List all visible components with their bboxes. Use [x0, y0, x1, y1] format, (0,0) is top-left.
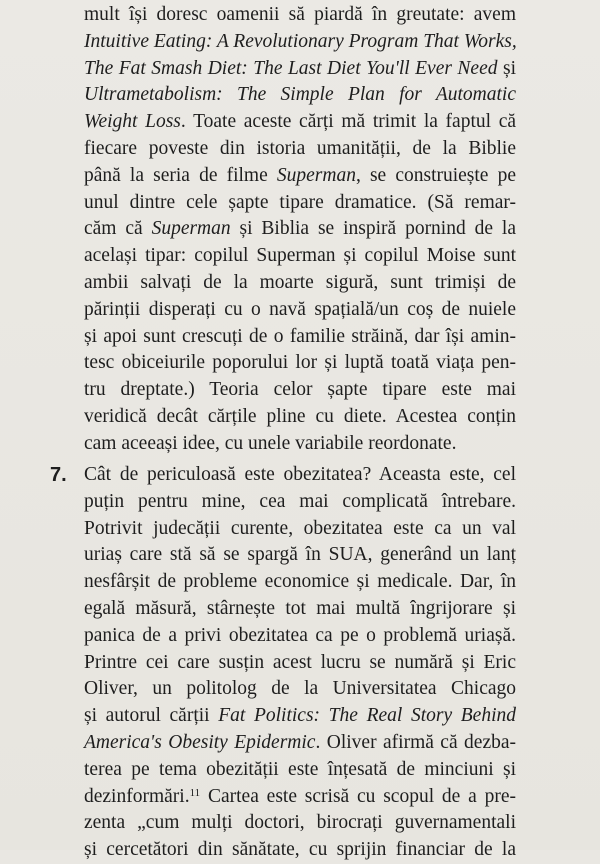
text-line [84, 650, 516, 677]
text-line [84, 462, 516, 489]
text-run: și [497, 57, 516, 79]
book-title: Superman [151, 218, 231, 240]
text-run: căm că [84, 218, 152, 240]
text-line [84, 136, 516, 163]
book-title: Weight Loss [84, 111, 181, 133]
text-line [84, 243, 516, 270]
text-line [84, 29, 516, 56]
footnote-ref: 11 [189, 786, 201, 799]
text-run: părinții disperați cu o navă spațială/un coș de nuiele [84, 298, 516, 320]
text-line [84, 757, 516, 784]
text-run: ambii salvați de la moarte sigură, sunt trimiși de [84, 271, 516, 293]
text-run: . Toate aceste cărți mă trimit la faptul că [180, 111, 517, 133]
text-run: Cartea este scrisă cu scopul de a pre- [200, 785, 516, 807]
text-line [84, 837, 516, 864]
text-line [84, 542, 516, 569]
paragraph-obesity-danger [84, 462, 516, 864]
text-run: cam aceeași idee, cu unele variabile reordonate. [84, 432, 457, 454]
text-run: uriaș care stă să se spargă în SUA, generând un lanț [84, 544, 516, 566]
text-run: dezinformări. [84, 785, 190, 807]
text-run: puțin pentru mine, cea mai complicată întrebare. [84, 490, 516, 512]
text-run: terea pe tema obezității este înțesată de minciuni și [84, 758, 516, 780]
text-line [84, 190, 516, 217]
text-line [84, 377, 516, 404]
text-line [84, 2, 516, 29]
text-line [84, 623, 516, 650]
text-line [84, 350, 516, 377]
text-run: mult își doresc oamenii să piardă în greutate: avem [84, 4, 516, 25]
book-title: Ultrametabolism: The Simple Plan for Automatic [84, 84, 516, 106]
text-run: același tipar: copilul Superman și copilul Moise sunt [84, 245, 516, 267]
text-run: panica de a privi obezitatea ca pe o problemă uriașă. [84, 624, 516, 646]
text-line [84, 163, 516, 190]
text-line [84, 489, 516, 516]
text-line [84, 676, 516, 703]
book-title: America's Obesity Epidermic [84, 731, 316, 753]
book-title: Fat Politics: The Real Story Behind [218, 705, 516, 727]
list-number: 7. [50, 464, 67, 486]
text-line [84, 810, 516, 837]
book-title: Intuitive Eating: A Revolutionary Program That Works, [84, 30, 517, 52]
text-line [84, 82, 516, 109]
text-line [84, 109, 516, 136]
book-title: The Fat Smash Diet: The Last Diet You'll Ever Need [84, 57, 498, 79]
text-line [84, 270, 516, 297]
text-run: și cercetători din sănătate, cu sprijin financiar de la [84, 839, 516, 861]
text-run: , se construiește pe [355, 164, 516, 186]
text-line [84, 404, 516, 431]
text-line [84, 569, 516, 596]
text-line [84, 784, 516, 811]
paragraph-diet-books [84, 2, 516, 458]
text-run: și Biblia se inspiră pornind de la [230, 218, 516, 240]
text-run: veridică decât cărțile pline cu diete. Acestea conțin [84, 405, 516, 427]
text-run: fiecare poveste din istoria umanității, de la Biblie [84, 137, 516, 159]
text-line [84, 216, 516, 243]
text-run: Cât de periculoasă este obezitatea? Aceasta este, cel [84, 464, 516, 485]
text-run: Potrivit judecății curente, obezitatea este ca un val [84, 517, 516, 539]
text-line [84, 516, 516, 543]
book-title: Superman [276, 164, 356, 186]
text-line [84, 596, 516, 623]
text-run: până la seria de filme [84, 164, 277, 186]
text-run: și autorul cărții [84, 705, 219, 727]
text-run: unul dintre cele șapte tipare dramatice. (Să remar- [84, 191, 516, 213]
text-run: Oliver, un politolog de la Universitatea Chicago [84, 678, 516, 700]
text-line [84, 56, 516, 83]
text-run: nesfârșit de probleme economice și medicale. Dar, în [84, 571, 516, 593]
text-run: zenta „cum mulți doctori, birocrați guvernamentali [84, 812, 516, 834]
text-run: Printre cei care susțin acest lucru se numără și Eric [84, 651, 516, 673]
text-line [84, 324, 516, 351]
text-line [84, 703, 516, 730]
text-line [84, 297, 516, 324]
text-run: . Oliver afirmă că dezba- [315, 731, 516, 753]
text-run: egală măsură, stârnește tot mai multă îngrijorare și [84, 597, 516, 619]
text-run: tesc obiceiurile poporului lor și luptă toată viața pen- [84, 352, 516, 374]
text-line [84, 431, 516, 458]
text-run: tru dreptate.) Teoria celor șapte tipare este mai [84, 379, 516, 401]
text-run: și apoi sunt crescuți de o familie străină, dar își amin- [84, 325, 516, 347]
text-line [84, 730, 516, 757]
